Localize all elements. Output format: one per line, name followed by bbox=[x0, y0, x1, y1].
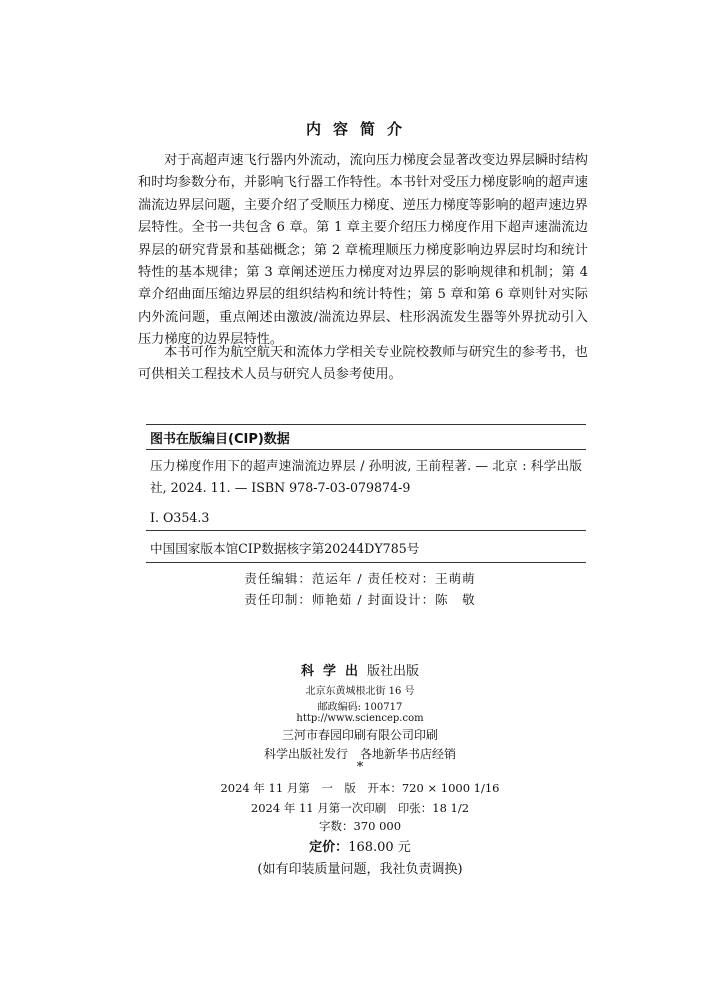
publisher-suffix: 版社出版 bbox=[367, 664, 420, 679]
publisher-url: http://www.sciencep.com bbox=[296, 713, 424, 724]
edition-line: 2024 年 11 月第 一 版 开本：720 × 1000 1/16 bbox=[220, 781, 500, 795]
printing-line: 2024 年 11 月第一次印刷 印张：18 1/2 bbox=[250, 801, 470, 815]
price-label: 定价： bbox=[309, 840, 349, 855]
cip-bottom-rule bbox=[146, 562, 586, 563]
quality-note: (如有印装质量问题，我社负责调换) bbox=[257, 862, 463, 877]
word-count: 字数：370 000 bbox=[318, 819, 402, 833]
summary-paragraph-2: 本书可作为航空航天和流体力学相关专业院校教师与研究生的参考书，也可供相关工程技术人员与研究人员参考使用。 bbox=[138, 345, 588, 383]
page-title: 内容简介 bbox=[305, 120, 414, 138]
price-value: 168.00 元 bbox=[348, 840, 411, 855]
cip-mid-rule bbox=[146, 530, 586, 531]
cip-check-number: 中国国家版本馆CIP数据核字第20244DY785号 bbox=[150, 541, 420, 556]
separator-star: * bbox=[356, 760, 364, 775]
summary-paragraph-1: 对于高超声速飞行器内外流动，流向压力梯度会显著改变边界层瞬时结构和时均参数分布，并影响飞行器工作特性。本书针对受压力梯度影响的超声速湍流边界层问题，主要介绍了受顺压力梯度、逆压力梯度等影响的超声速边界层特性。全书一共包含 6 章。第 1 章主要介绍压力梯度作用下超声速湍流边界层的研究背景和基础概念；第 2 章梳理顺压力梯度影响边界层时均和统计特性的基本规律；第 3 章阐述逆压力梯度对边界层的影响规律和机制；第 4 章介绍曲面压缩边界层的组织结构和统计特性；第 5 章和第 6 章则针对实际内外流问题，重点阐述由激波/湍流边界层、柱形涡流发生器等外界扰动引入压力梯度的边界层特性。 bbox=[138, 153, 588, 348]
distribution: 科学出版社发行 各地新华书店经销 bbox=[263, 747, 456, 761]
cip-record: 压力梯度作用下的超声速湍流边界层 / 孙明波, 王前程著. — 北京 : 科学出版社, 2024. 11. — ISBN 978-7-03-079874-9 bbox=[150, 458, 582, 495]
publisher-brand: 科学出 bbox=[300, 664, 367, 679]
credits-editors: 责任编辑：范运年 / 责任校对：王萌萌 bbox=[244, 571, 476, 586]
publisher-line bbox=[0, 660, 720, 679]
publisher-postcode: 邮政编码: 100717 bbox=[317, 702, 403, 713]
price bbox=[0, 836, 720, 855]
cip-heading-rule bbox=[146, 449, 586, 450]
cip-classification: Ⅰ. O354.3 bbox=[150, 510, 210, 525]
cip-heading: 图书在版编目(CIP)数据 bbox=[150, 432, 290, 447]
printer: 三河市春园印刷有限公司印刷 bbox=[281, 728, 438, 742]
credits-production: 责任印制：师艳茹 / 封面设计：陈 敬 bbox=[244, 592, 476, 607]
publisher-address: 北京东黄城根北街 16 号 bbox=[305, 686, 415, 697]
cip-top-rule bbox=[146, 424, 586, 425]
